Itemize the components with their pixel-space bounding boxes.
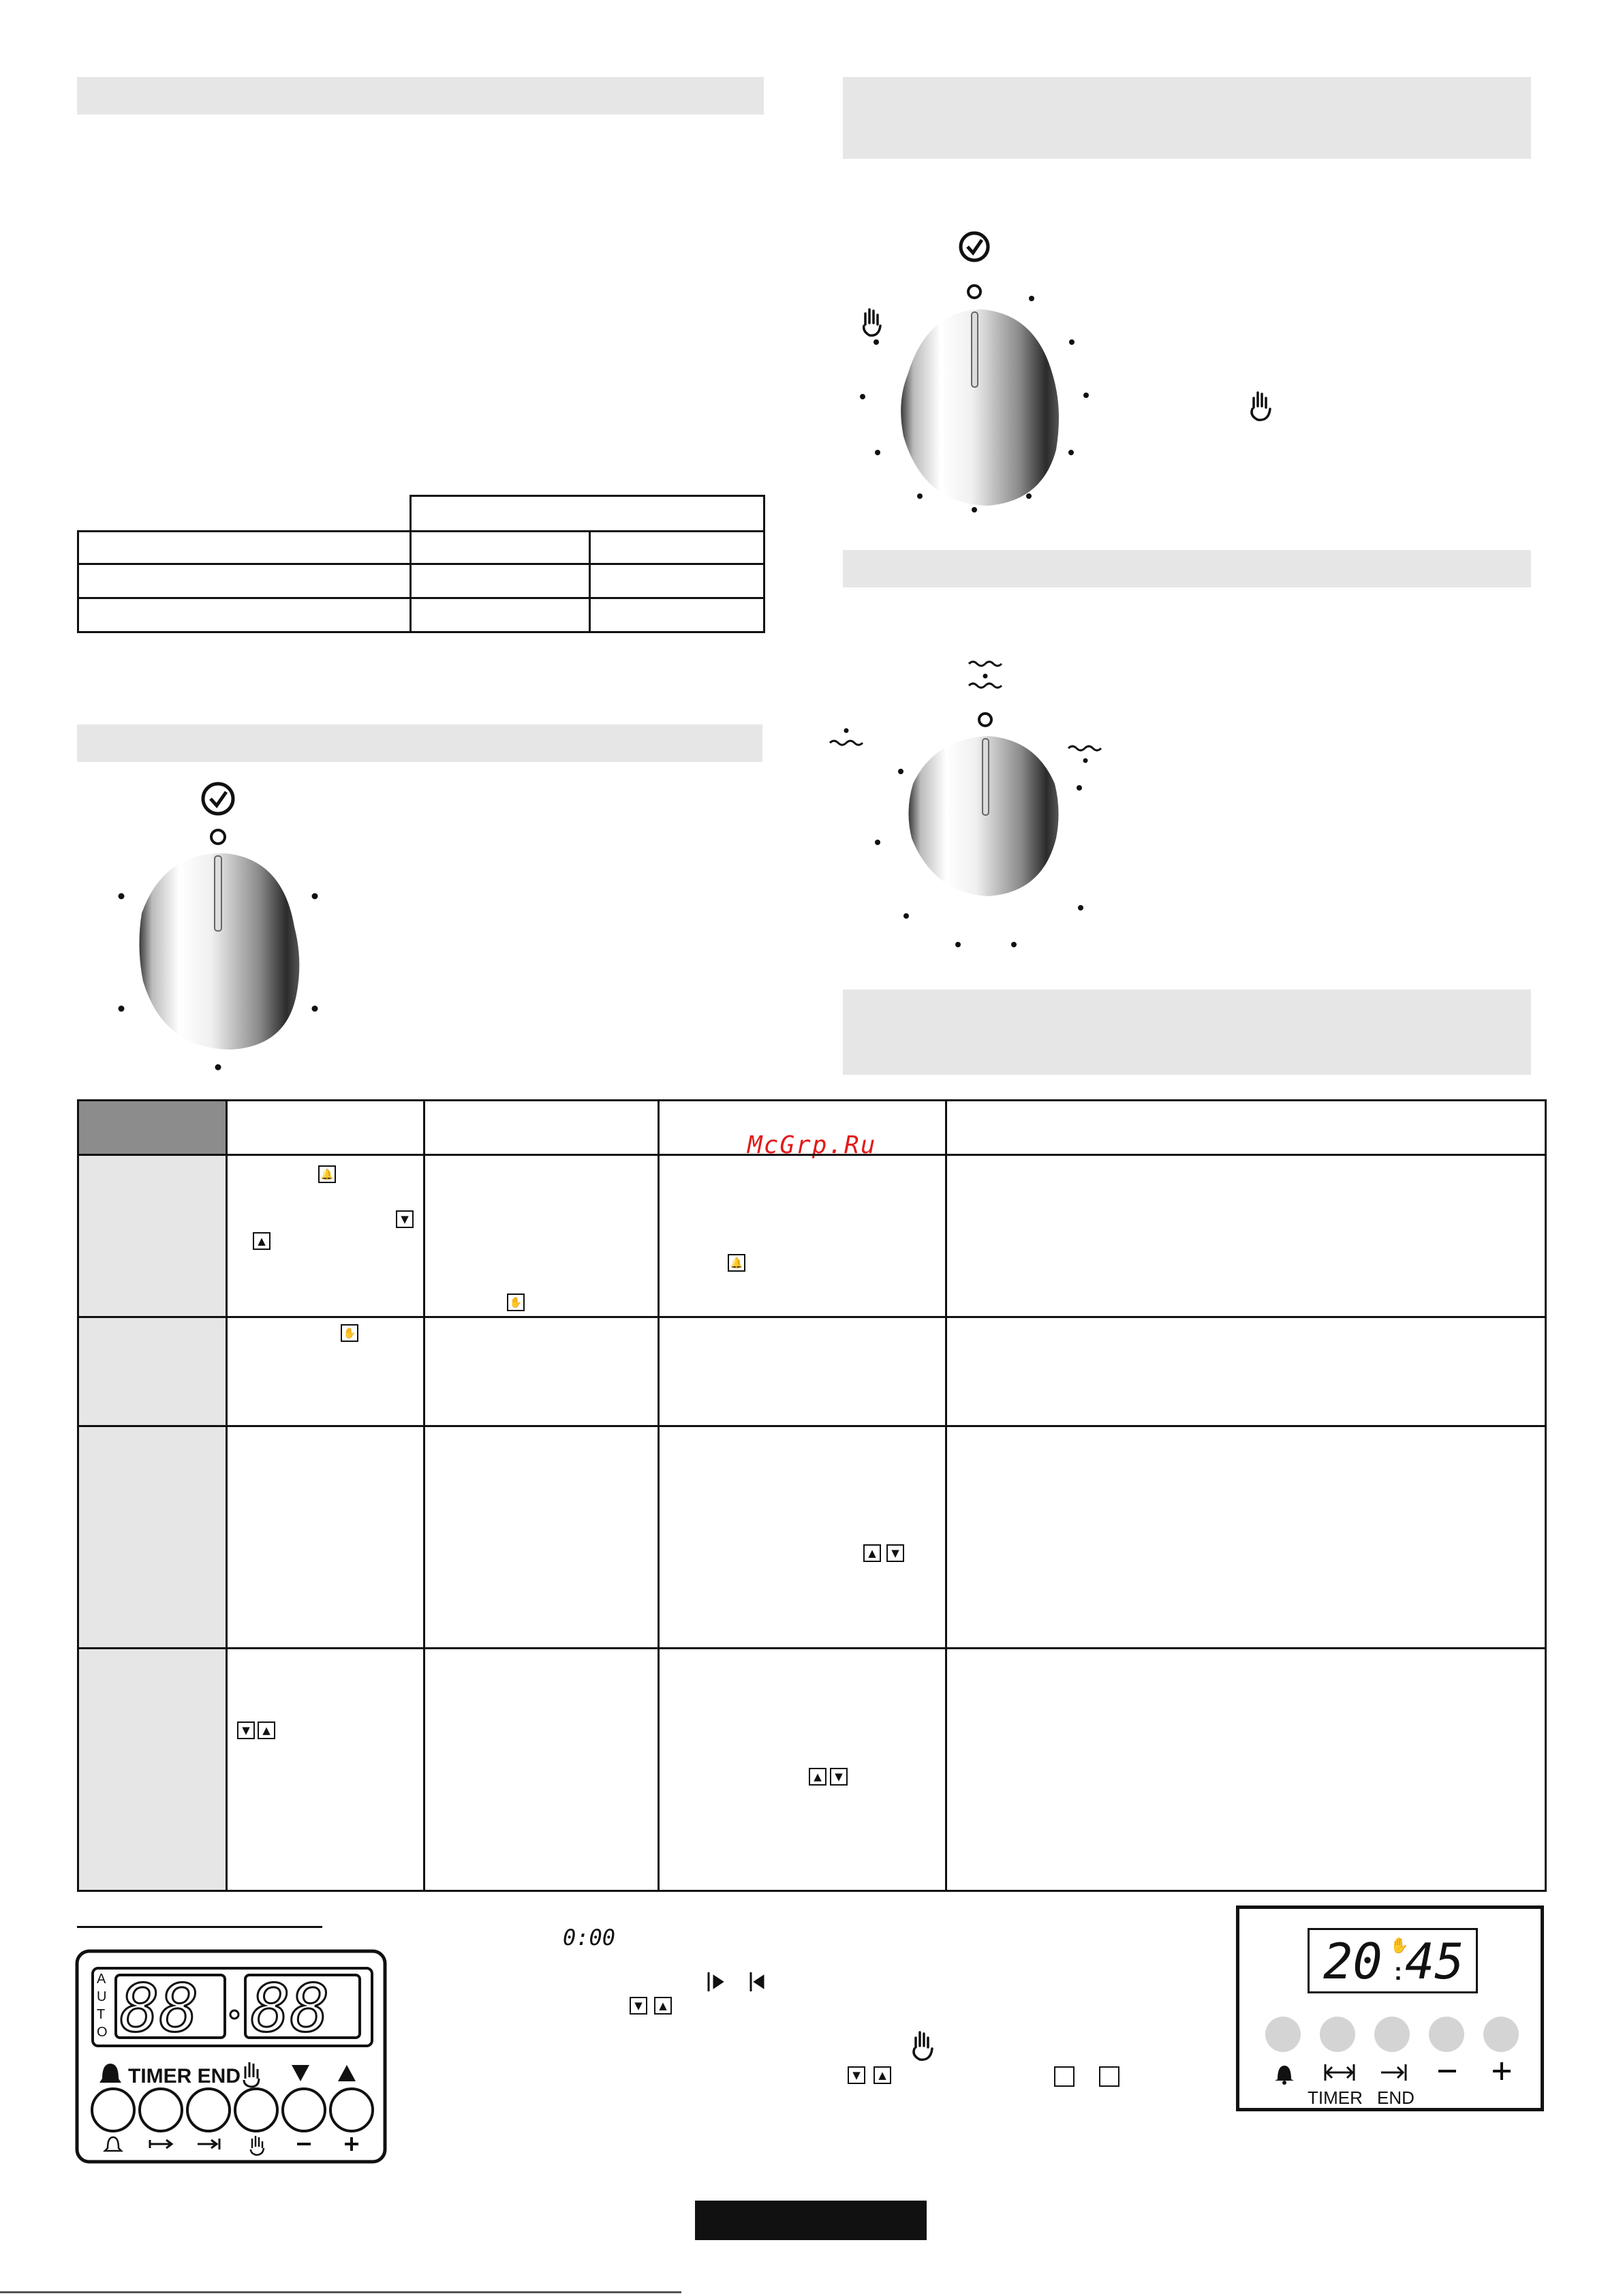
svg-text:A: A — [97, 1972, 106, 1987]
arrow-down-icon: ▼ — [630, 1997, 647, 2015]
bell-button[interactable] — [1265, 2017, 1301, 2052]
timer-knob-right-top[interactable] — [852, 225, 1111, 525]
svg-text:88: 88 — [251, 1970, 330, 2047]
end-button[interactable] — [1374, 2017, 1410, 2052]
hand-icon: ✋ — [1390, 1937, 1409, 1954]
arrow-down-icon: ▼ — [396, 1210, 414, 1228]
svg-text:88: 88 — [120, 1970, 199, 2047]
timer-display-panel — [1236, 1905, 1544, 2111]
plus-button[interactable] — [1483, 2017, 1519, 2052]
section-band-top-left — [77, 77, 764, 114]
arrow-up-icon: ▲ — [253, 1232, 270, 1250]
bell-icon — [1272, 2060, 1297, 2085]
hand-icon: ✋ — [341, 1324, 358, 1342]
arrow-down-icon: ▼ — [237, 1721, 255, 1739]
plus-icon-vertical — [1500, 2062, 1503, 2080]
bell-icon: 🔔 — [318, 1165, 336, 1183]
zero-time-readout: 0:00 — [563, 1925, 616, 1950]
section-band-mid-right — [843, 550, 1531, 587]
section-band-lower-right — [843, 990, 1531, 1075]
bell-icon: 🔔 — [728, 1254, 745, 1272]
svg-text:O: O — [97, 2025, 108, 2040]
timer-button[interactable] — [1320, 2017, 1355, 2052]
arrow-down-icon: ▼ — [886, 1544, 904, 1562]
label-timer: TIMER — [1308, 2087, 1363, 2108]
checkbox-b[interactable] — [1099, 2066, 1119, 2087]
hand-icon — [1247, 390, 1274, 423]
timer-bracket-icons — [706, 1970, 774, 1994]
svg-text:U: U — [97, 1989, 107, 2004]
svg-text:T: T — [97, 2007, 106, 2022]
timer-icon — [1323, 2060, 1357, 2085]
minus-button[interactable] — [1429, 2017, 1464, 2052]
specs-table — [77, 495, 765, 633]
page-number-bar — [695, 2201, 927, 2240]
arrow-down-icon: ▼ — [830, 1768, 848, 1786]
time-minutes: 45 — [1405, 1933, 1464, 1990]
colon: : — [1394, 1957, 1402, 1985]
arrow-up-icon: ▲ — [874, 2066, 891, 2084]
hand-icon: ✋ — [507, 1294, 525, 1311]
timer-knob-left[interactable] — [116, 777, 341, 1090]
energy-knob[interactable] — [824, 654, 1111, 954]
arrow-up-icon: ▲ — [809, 1768, 826, 1786]
time-hours: 20 — [1323, 1933, 1382, 1990]
checkbox-a[interactable] — [1054, 2066, 1075, 2087]
section-band-top-right — [843, 77, 1531, 159]
hand-icon — [909, 2030, 936, 2061]
arrow-up-icon: ▲ — [863, 1544, 881, 1562]
minus-icon — [1438, 2070, 1456, 2072]
divider-line — [77, 1926, 322, 1928]
arrow-up-icon: ▲ — [654, 1997, 672, 2015]
section-band-mid-left — [77, 724, 762, 762]
arrow-down-icon: ▼ — [848, 2066, 865, 2084]
programmer-panel — [75, 1949, 388, 2164]
end-icon — [1378, 2060, 1408, 2085]
arrow-up-icon: ▲ — [258, 1721, 275, 1739]
watermark: McGrp.Ru — [747, 1131, 877, 1159]
bottom-rule — [0, 2291, 681, 2293]
timer-lcd — [1308, 1928, 1478, 1993]
svg-text:TIMER END: TIMER END — [128, 2065, 241, 2087]
label-end: END — [1377, 2087, 1415, 2108]
